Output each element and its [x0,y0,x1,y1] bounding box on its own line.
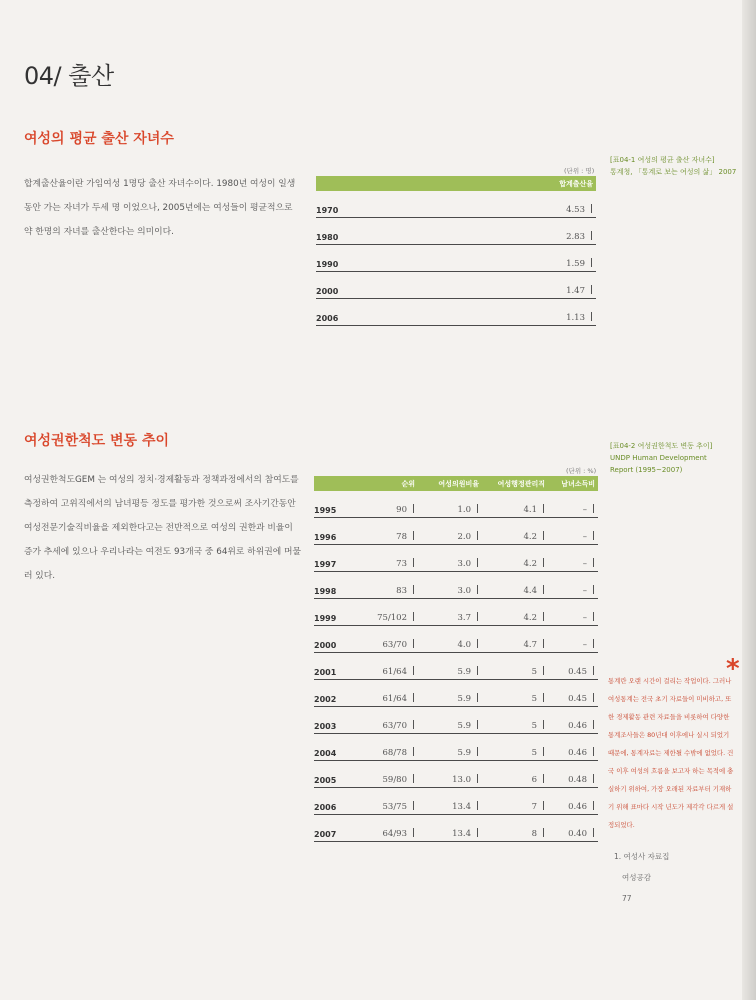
table2-cell-income: 0.45 [568,694,587,704]
table-row [314,788,598,815]
table1-source-ref: 통계청, 「통계로 보는 여성의 삶」 2007 [610,168,737,176]
table-row [316,299,596,326]
table1-value: 1.47 [566,286,585,296]
table2-header-admin: 여성행정관리직 [482,476,548,491]
section2-body: 여성권한척도GEM 는 여성의 정치·경제활동과 정책과정에서의 참여도를 측정하여 고위직에서의 남녀평등 정도를 평가한 것으로써 조사기간동안 여성전문기술직비율을 제외한다고는 전반적으로 여성의 권한과 비율이 증가 추세에 있으나 우리나라는 여전도 93개국 중 64위로 하위권에 머물러 있다. [24,475,301,581]
table-row [314,707,598,734]
table2-header-mp: 여성의원비율 [418,476,482,491]
table2-cell-admin: 5 [531,694,537,704]
table2-year: 1995 [314,491,366,518]
table1-year: 2000 [316,272,482,299]
table1-year: 1980 [316,218,482,245]
table2-cell-admin: 5 [531,721,537,731]
table2-cell-mp: 3.7 [457,613,471,623]
table-row [314,518,598,545]
table2-year: 1999 [314,599,366,626]
table2-cell-income: – [582,559,587,569]
table-row [316,191,596,218]
table2-cell-admin: 4.1 [523,505,537,515]
table2-cell-rank: 64/93 [382,829,407,839]
table2-cell-income: 0.46 [568,721,587,731]
table1-unit: (단위 : 명) [564,167,595,175]
table2-cell-mp: 4.0 [457,640,471,650]
table2-year: 1996 [314,518,366,545]
caption-book: 여성공감 [622,873,651,882]
table2-cell-mp: 5.9 [457,748,471,758]
table1-value: 1.59 [566,259,585,269]
table2-cell-admin: 5 [531,667,537,677]
gem-table [314,476,598,842]
table1-year: 2006 [316,299,482,326]
table-row [314,545,598,572]
table1-year: 1970 [316,191,482,218]
table2-cell-admin: 4.2 [523,559,537,569]
table2-cell-rank: 63/70 [382,721,407,731]
table2-cell-admin: 5 [531,748,537,758]
table-row [314,815,598,842]
fertility-table [316,176,596,326]
table2-cell-rank: 75/102 [377,613,407,623]
table2-cell-admin: 4.2 [523,532,537,542]
table2-cell-rank: 53/75 [382,802,407,812]
table2-year: 2001 [314,653,366,680]
table2-cell-mp: 13.4 [452,829,471,839]
page-edge-shade [742,0,756,1000]
table2-cell-mp: 3.0 [457,586,471,596]
table2-cell-income: – [582,505,587,515]
table2-cell-rank: 68/78 [382,748,407,758]
table2-source-ref-1: UNDP Human Development [610,454,707,462]
table2-year: 1998 [314,572,366,599]
table1-value: 1.13 [566,313,585,323]
table2-cell-rank: 59/80 [382,775,407,785]
sidebar-quote: 통계란 오랜 시간이 걸리는 작업이다. 그러나 여성통계는 전국 초기 자료들이 미비하고, 또한 경제활동 관련 자료들을 비롯하여 다양한 통계조사들은 80년대 이후에나 실시 되었기 때문에, 통계자료는 제한될 수밖에 없었다. 건국 이후 여성의 흐름을 보고자 하는 목적에 충실하기 위하여, 가장 오래된 자료부터 기재하기 위해 표마다 시작 년도가 제각각 다르게 설정되었다. [608,677,734,829]
table2-header-income: 남녀소득비 [548,476,598,491]
table2-unit: (단위 : %) [566,467,597,475]
table-row [314,491,598,518]
table2-cell-rank: 78 [396,532,407,542]
section-title-birth: 여성의 평균 출산 자녀수 [24,131,174,147]
table2-cell-rank: 90 [396,505,407,515]
table2-cell-income: – [582,532,587,542]
table2-year: 2007 [314,815,366,842]
table2-year: 2006 [314,788,366,815]
table2-cell-mp: 3.0 [457,559,471,569]
table-row [314,653,598,680]
table-row [314,599,598,626]
table2-cell-income: 0.46 [568,802,587,812]
table-row [316,218,596,245]
table-row [316,272,596,299]
table2-cell-rank: 61/64 [382,694,407,704]
table2-cell-income: 0.46 [568,748,587,758]
table2-year: 2000 [314,626,366,653]
table2-source-note [610,440,750,476]
table1-source-title: [표04-1 여성의 평균 출산 자녀수] [610,156,715,164]
table1-year: 1990 [316,245,482,272]
table2-cell-income: – [582,640,587,650]
table2-cell-admin: 7 [531,802,537,812]
table2-source-ref-2: Report (1995~2007) [610,466,683,474]
table2-cell-mp: 13.0 [452,775,471,785]
table-row [314,734,598,761]
table2-cell-rank: 63/70 [382,640,407,650]
table2-cell-admin: 4.7 [523,640,537,650]
table2-cell-income: 0.48 [568,775,587,785]
section-title-gem: 여성권한척도 변동 추이 [24,433,169,449]
table-row [314,572,598,599]
table2-year: 2002 [314,680,366,707]
table2-cell-income: 0.40 [568,829,587,839]
table2-cell-mp: 13.4 [452,802,471,812]
table1-value: 2.83 [566,232,585,242]
table-row [314,680,598,707]
table2-cell-mp: 5.9 [457,667,471,677]
table2-year: 2004 [314,734,366,761]
table2-header-rank: 순위 [366,476,418,491]
table-row [314,761,598,788]
table2-cell-admin: 6 [531,775,537,785]
table2-cell-rank: 83 [396,586,407,596]
table2-source-title: [표04-2 여성권한척도 변동 추이] [610,442,713,450]
table2-cell-admin: 4.2 [523,613,537,623]
table2-cell-mp: 5.9 [457,721,471,731]
table2-cell-mp: 1.0 [457,505,471,515]
table2-year: 2005 [314,761,366,788]
table2-cell-rank: 73 [396,559,407,569]
caption-series: 1. 여성사 자료집 [614,852,670,861]
chapter-title: 04/ 출산 [24,62,114,90]
table2-cell-rank: 61/64 [382,667,407,677]
page-number: 77 [622,894,632,903]
table2-cell-income: – [582,613,587,623]
table2-year: 1997 [314,545,366,572]
asterisk-mark: * [726,654,740,684]
table1-source-note [610,154,750,178]
table-row [316,245,596,272]
table-row [314,626,598,653]
table2-cell-mp: 2.0 [457,532,471,542]
table2-cell-admin: 4.4 [523,586,537,596]
table2-cell-income: – [582,586,587,596]
page-caption [614,846,734,909]
table1-header: 합계출산율 [482,176,596,191]
table2-year: 2003 [314,707,366,734]
table2-cell-admin: 8 [531,829,537,839]
table2-cell-income: 0.45 [568,667,587,677]
table1-value: 4.53 [566,205,585,215]
table2-cell-mp: 5.9 [457,694,471,704]
section1-body: 합계출산율이란 가임여성 1명당 출산 자녀수이다. 1980년 여성이 일생동안 가는 자녀가 두세 명 이었으나, 2005년에는 여성들이 평균적으로 약 한명의 자녀를 출산한다는 의미이다. [24,179,296,237]
